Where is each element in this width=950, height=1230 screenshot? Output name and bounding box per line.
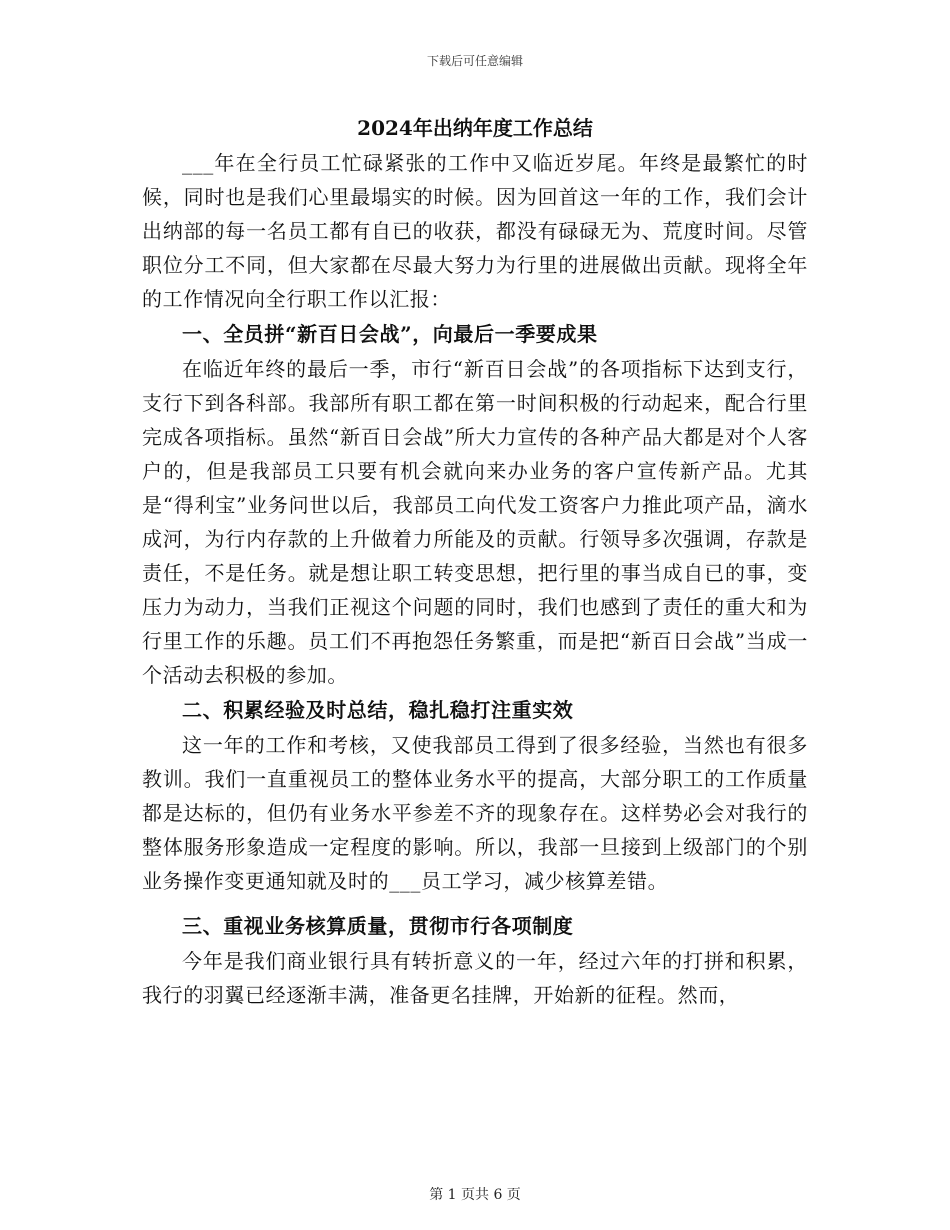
section-1-paragraph: 在临近年终的最后一季，市行“新百日会战”的各项指标下达到支行，支行下到各科部。我部所有职工都在第一时间积极的行动起来，配合行里完成各项指标。虽然“新百日会战”所大力宣传的各种产品大都是对个人客户的，但是我部员工只要有机会就向来办业务的客户宣传新产品。尤其是“得利宝”业务问世以后，我部员工向代发工资客户力推此项产品，滴水成河，为行内存款的上升做着力所能及的贡献。行领导多次强调，存款是责任，不是任务。就是想让职工转变思想，把行里的事当成自已的事，变压力为动力，当我们正视这个问题的同时，我们也感到了责任的重大和为行里工作的乐趣。员工们不再抱怨任务繁重，而是把“新百日会战”当成一个活动去积极的参加。: [142, 357, 808, 687]
section-2-heading: 二、积累经验及时总结，稳扎稳打注重实效: [182, 698, 574, 722]
document-body: [142, 112, 808, 1012]
intro-paragraph: ___年在全行员工忙碌紧张的工作中又临近岁尾。年终是最繁忙的时候，同时也是我们心里最塌实的时候。因为回首这一年的工作，我们会计出纳部的每一名员工都有自已的收获，都没有碌碌无为、荒度时间。尽管职位分工不同，但大家都在尽最大努力为行里的进展做出贡献。现将全年的工作情况向全行职工作以汇报：: [142, 151, 808, 311]
section-3-paragraph: 今年是我们商业银行具有转折意义的一年，经过六年的打拼和积累，我行的羽翼已经逐渐丰满，准备更名挂牌，开始新的征程。然而，: [142, 949, 808, 1007]
section-spacer: [142, 898, 808, 908]
section-1-heading: 一、全员拼“新百日会战”，向最后一季要成果: [182, 322, 598, 346]
page-number: 第 1 页共 6 页: [429, 1187, 521, 1203]
page-header-note: 下载后可任意编辑: [426, 54, 523, 68]
section-3-heading: 三、重视业务核算质量，贯彻市行各项制度: [182, 914, 574, 938]
section-2-paragraph: 这一年的工作和考核，又使我部员工得到了很多经验，当然也有很多教训。我们一直重视员工的整体业务水平的提高，大部分职工的工作质量都是达标的，但仍有业务水平参差不齐的现象存在。这样势必会对我行的整体服务形象造成一定程度的影响。所以，我部一旦接到上级部门的个别业务操作变更通知就及时的___员工学习，减少核算差错。: [142, 733, 808, 893]
document-title: 2024年出纳年度工作总结: [357, 116, 593, 140]
